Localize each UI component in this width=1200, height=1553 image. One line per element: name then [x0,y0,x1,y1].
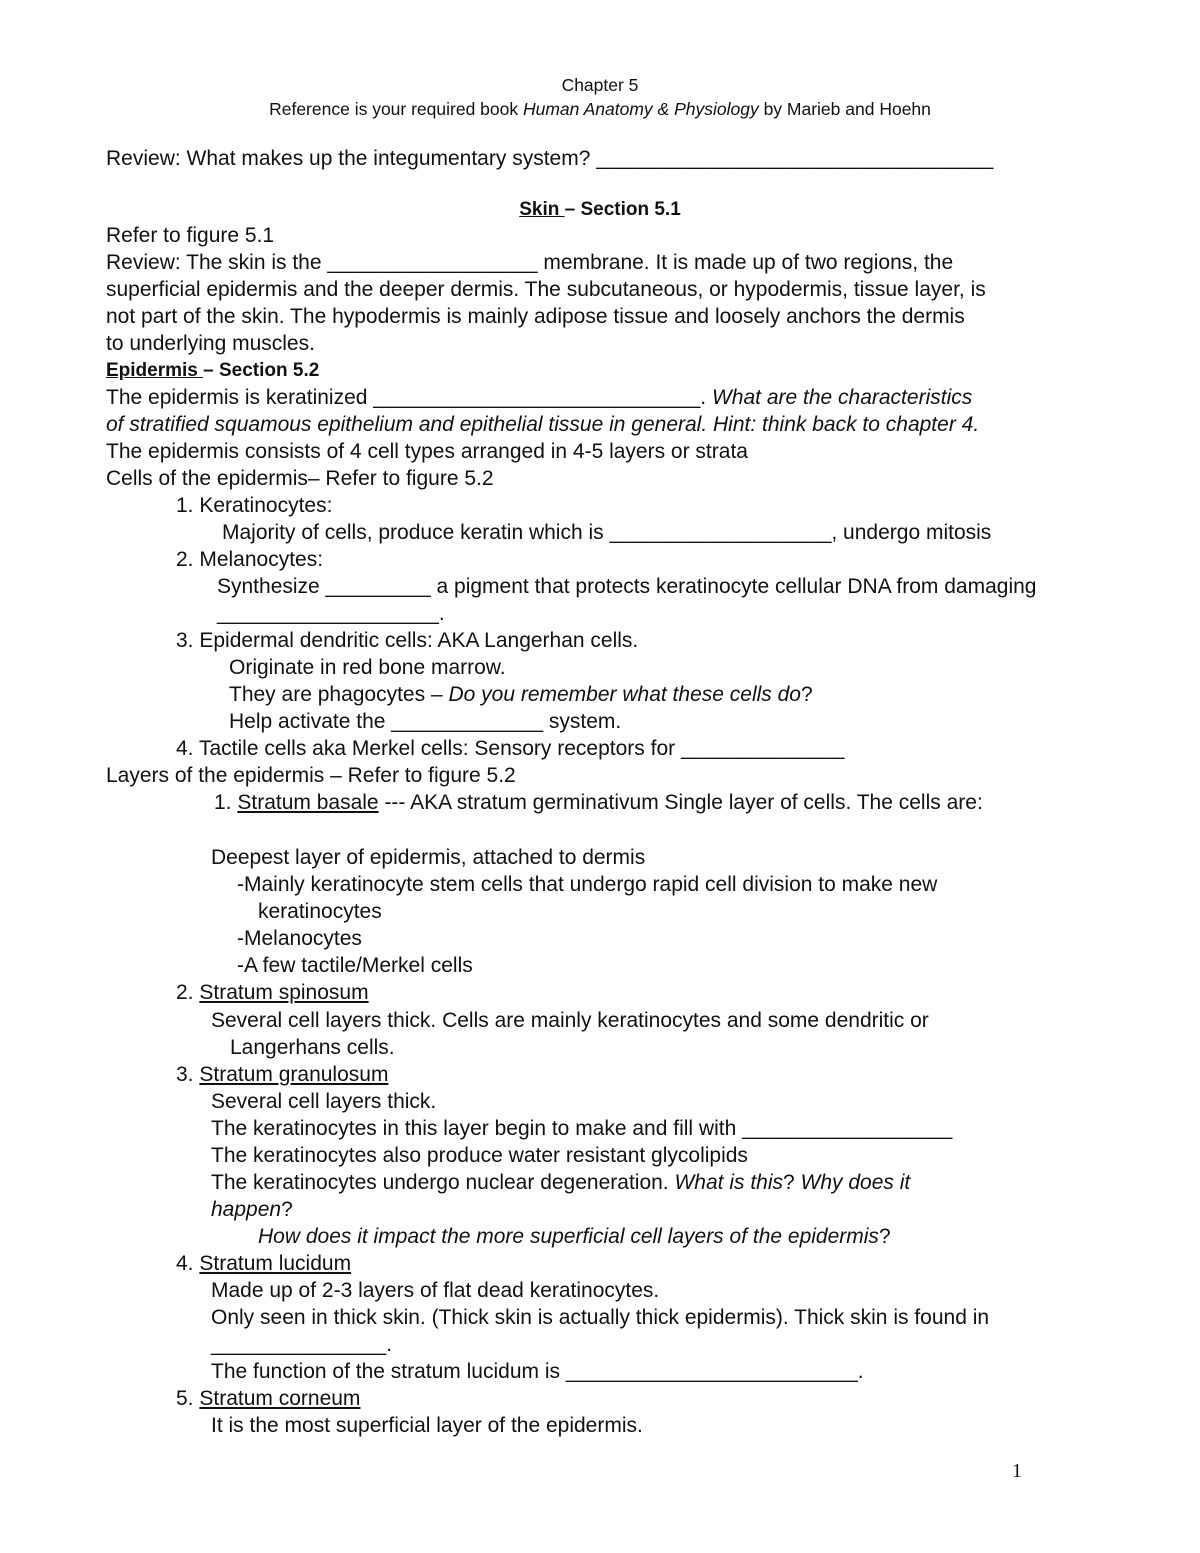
degeneration-question-2: Why does it [800,1171,911,1194]
cell-type-detail: ___________________. [217,602,445,625]
layer-item-corneum [176,1385,360,1412]
layer-name: Stratum granulosum [199,1063,389,1086]
epidermis-text-line: The epidermis consists of 4 cell types arranged in 4-5 layers or strata [106,440,748,463]
review-question: Review: What makes up the integumentary system? __________________________________ [106,147,994,170]
layer-detail: -Melanocytes [237,927,362,950]
layer-detail: -Mainly keratinocyte stem cells that undergo rapid cell division to make new [237,873,938,896]
reference-authors: by Marieb and Hoehn [758,99,931,119]
layer-detail: -A few tactile/Merkel cells [237,954,473,977]
layer-detail: The keratinocytes also produce water resistant glycolipids [211,1144,748,1167]
reference-prefix: Reference is your required book [269,99,523,119]
layer-name: Stratum lucidum [199,1252,352,1275]
skin-heading-section: – Section 5.1 [564,199,681,220]
cell-type-item: 2. Melanocytes: [176,548,324,571]
layer-detail [258,1223,891,1250]
layer-name: Stratum corneum [199,1387,361,1410]
cell-type-detail [229,681,813,708]
chapter-title [0,72,1200,99]
epidermis-question-text: What are the characteristics [711,386,973,409]
layer-detail: It is the most superficial layer of the epidermis. [211,1414,643,1437]
impact-qmark: ? [878,1225,891,1248]
layer-item-granulosum [176,1061,388,1088]
layer-item-basale [214,789,983,816]
cell-type-detail: Synthesize _________ a pigment that protects keratinocyte cellular DNA from damaging [217,575,1037,598]
page-number: 1 [1012,1460,1022,1482]
happen-text: happen [211,1198,282,1221]
impact-question: How does it impact the more superficial cell layers of the epidermis [258,1225,879,1248]
layer-number: 3. [176,1063,200,1086]
cell-type-item: 4. Tactile cells aka Merkel cells: Sensory receptors for ______________ [176,737,845,760]
layer-number: 4. [176,1252,200,1275]
phagocytes-qmark: ? [800,683,813,706]
layer-detail [211,1169,910,1196]
skin-heading-word: Skin [519,199,565,220]
phagocytes-text: They are phagocytes – [229,683,449,706]
epidermis-heading-section: – Section 5.2 [203,360,320,381]
degeneration-qmark: ? [783,1171,801,1194]
layer-name: Stratum spinosum [199,981,369,1004]
cell-type-item: 3. Epidermal dendritic cells: AKA Langerhan cells. [176,629,639,652]
layer-detail: _______________. [211,1333,393,1356]
reference-book-title: Human Anatomy & Physiology [522,99,759,119]
cell-type-detail: Originate in red bone marrow. [229,656,506,679]
layer-item-lucidum [176,1250,351,1277]
epidermis-keratinized-text: The epidermis is keratinized ____________________________. [106,386,712,409]
layer-detail: keratinocytes [258,900,382,923]
layer-detail: Langerhans cells. [230,1036,395,1059]
layer-name: Stratum basale [237,791,379,814]
layer-detail: The keratinocytes in this layer begin to make and fill with __________________ [211,1117,953,1140]
degeneration-text: The keratinocytes undergo nuclear degeneration. [211,1171,675,1194]
layer-detail [211,1196,293,1223]
skin-refer: Refer to figure 5.1 [106,224,275,247]
epidermis-heading-word: Epidermis [106,360,204,381]
layer-detail: Made up of 2-3 layers of flat dead keratinocytes. [211,1279,660,1302]
layer-detail: Several cell layers thick. [211,1090,437,1113]
layers-heading: Layers of the epidermis – Refer to figure 5.2 [106,764,516,787]
skin-text-line: to underlying muscles. [106,332,315,355]
layer-number: 1. [214,791,238,814]
layer-number: 2. [176,981,200,1004]
layer-detail: Several cell layers thick. Cells are mainly keratinocytes and some dendritic or [211,1009,929,1032]
skin-text-line: superficial epidermis and the deeper dermis. The subcutaneous, or hypodermis, tissue layer, is [106,278,986,301]
skin-section-heading [0,196,1200,223]
skin-text-line: Review: The skin is the __________________ membrane. It is made up of two regions, the [106,251,954,274]
layer-detail: Deepest layer of epidermis, attached to dermis [211,846,646,869]
epidermis-text-line [106,384,972,411]
degeneration-question-1: What is this [674,1171,783,1194]
phagocytes-question: Do you remember what these cells do [448,683,801,706]
layer-item-spinosum [176,979,369,1006]
epidermis-question-line: of stratified squamous epithelium and epithelial tissue in general. Hint: think back to chapter 4. [106,413,980,436]
chapter-label: Chapter 5 [561,75,639,95]
layer-detail: The function of the stratum lucidum is _________________________. [211,1360,864,1383]
cell-type-detail: Help activate the _____________ system. [229,710,622,733]
layer-description: --- AKA stratum germinativum Single layer of cells. The cells are: [378,791,983,814]
cell-type-item: 1. Keratinocytes: [176,494,333,517]
happen-qmark: ? [281,1198,293,1221]
layer-number: 5. [176,1387,200,1410]
epidermis-section-heading [106,357,319,384]
skin-text-line: not part of the skin. The hypodermis is mainly adipose tissue and loosely anchors the dermis [106,305,965,328]
layer-detail: Only seen in thick skin. (Thick skin is actually thick epidermis). Thick skin is found in [211,1306,990,1329]
reference-line [0,96,1200,123]
cell-type-detail: Majority of cells, produce keratin which is ___________________, undergo mitosis [222,521,992,544]
cells-heading: Cells of the epidermis– Refer to figure 5.2 [106,467,494,490]
